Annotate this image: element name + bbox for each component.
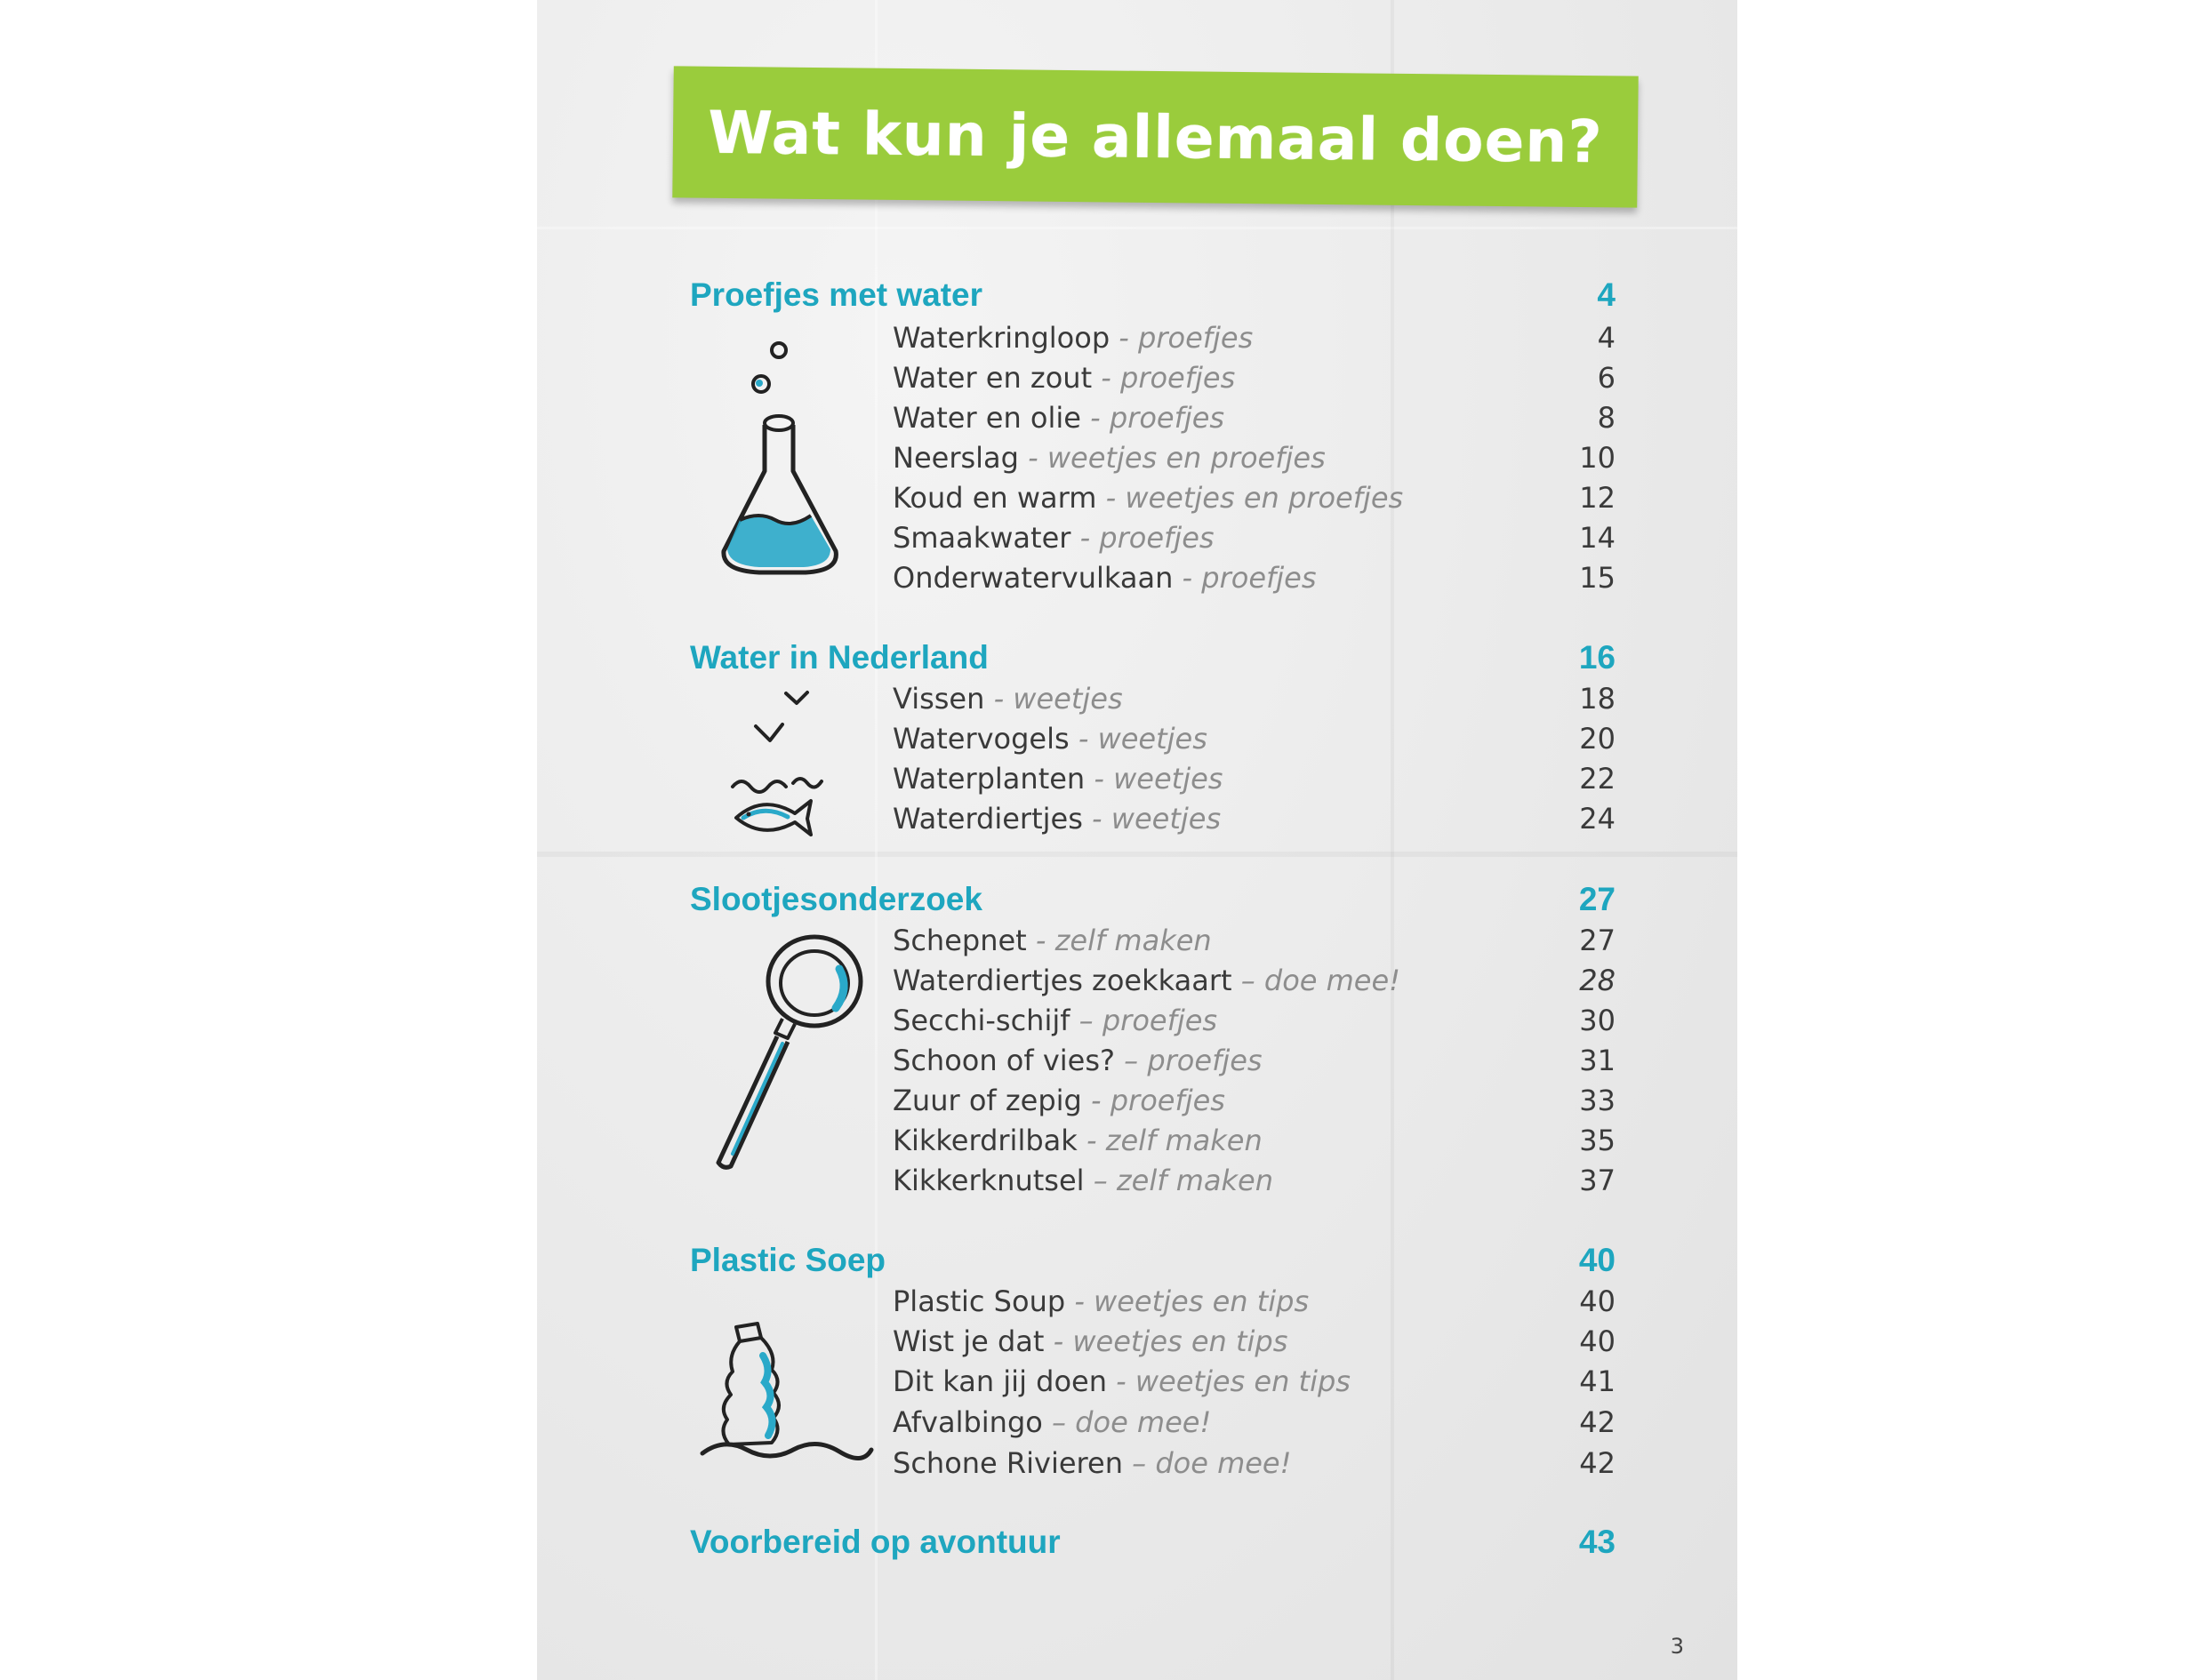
- toc-entry-page: 24: [1579, 802, 1616, 836]
- page-heading: Wat kun je allemaal doen?: [707, 98, 1604, 176]
- toc-entry: Waterdiertjes - weetjes: [893, 802, 1222, 836]
- flask-icon: [706, 338, 866, 587]
- net-icon: [706, 933, 884, 1173]
- toc-entry-page: 18: [1579, 682, 1616, 716]
- toc-entry: Koud en warm - weetjes en proefjes: [893, 481, 1404, 515]
- toc-entry: Waterdiertjes zoekkaart – doe mee!: [893, 964, 1400, 997]
- toc-entry-page: 6: [1597, 361, 1616, 395]
- toc-entry-page: 33: [1579, 1084, 1616, 1117]
- toc-entry: Zuur of zepig - proefjes: [893, 1084, 1225, 1117]
- toc-entry-page: 42: [1579, 1446, 1616, 1480]
- heading-banner: [672, 66, 1638, 207]
- toc-entry-page: 40: [1579, 1284, 1616, 1318]
- toc-entry-page: 31: [1579, 1044, 1616, 1077]
- toc-entry-page: 10: [1579, 441, 1616, 475]
- toc-entry: Kikkerknutsel – zelf maken: [893, 1164, 1273, 1197]
- toc-entry: Vissen - weetjes: [893, 682, 1123, 716]
- toc-entry: Afvalbingo – doe mee!: [893, 1405, 1212, 1439]
- section-title: Water in Nederland: [690, 639, 989, 676]
- page-number: 3: [1670, 1634, 1684, 1659]
- toc-entry: Water en olie - proefjes: [893, 401, 1225, 435]
- paper-crease: [875, 0, 878, 1680]
- section-title: Slootjesonderzoek: [690, 881, 982, 917]
- toc-entry-page: 40: [1579, 1324, 1616, 1358]
- toc-entry-page: 42: [1579, 1405, 1616, 1439]
- section-page-number: 40: [1578, 1242, 1616, 1278]
- toc-entry: Neerslag - weetjes en proefjes: [893, 441, 1326, 475]
- toc-entry: Watervogels - weetjes: [893, 722, 1207, 756]
- toc-entry: Waterkringloop - proefjes: [893, 321, 1254, 355]
- section-title: Voorbereid op avontuur: [690, 1524, 1061, 1560]
- section-page-number: 43: [1578, 1524, 1616, 1560]
- toc-entry: Water en zout - proefjes: [893, 361, 1236, 395]
- section-title: Proefjes met water: [690, 276, 983, 313]
- toc-entry-page: 41: [1579, 1364, 1616, 1398]
- toc-entry: Secchi-schijf – proefjes: [893, 1004, 1218, 1037]
- section-title: Plastic Soep: [690, 1242, 886, 1278]
- toc-entry-page: 35: [1579, 1124, 1616, 1157]
- toc-entry: Plastic Soup - weetjes en tips: [893, 1284, 1310, 1318]
- toc-entry: Onderwatervulkaan - proefjes: [893, 561, 1317, 595]
- toc-entry: Dit kan jij doen - weetjes en tips: [893, 1364, 1351, 1398]
- toc-entry-page: 15: [1579, 561, 1616, 595]
- toc-entry-page: 27: [1579, 924, 1616, 957]
- toc-entry: Schone Rivieren – doe mee!: [893, 1446, 1292, 1480]
- paper-crease: [537, 227, 1737, 229]
- toc-entry: Schepnet - zelf maken: [893, 924, 1212, 957]
- document-page: [537, 0, 1737, 1680]
- toc-entry: Schoon of vies? – proefjes: [893, 1044, 1263, 1077]
- toc-entry-page: 22: [1579, 762, 1616, 796]
- toc-entry: Kikkerdrilbak - zelf maken: [893, 1124, 1263, 1157]
- section-page-number: 16: [1578, 639, 1616, 676]
- paper-crease: [1391, 0, 1394, 1680]
- toc-entry-page: 4: [1597, 321, 1616, 355]
- toc-entry-page: 37: [1579, 1164, 1616, 1197]
- toc-entry-page: 28: [1579, 964, 1616, 997]
- toc-entry: Wist je dat - weetjes en tips: [893, 1324, 1288, 1358]
- paper-crease: [537, 852, 1737, 857]
- toc-entry-page: 8: [1597, 401, 1616, 435]
- plastic-bottle-icon: [697, 1320, 875, 1471]
- toc-entry-page: 14: [1579, 521, 1616, 555]
- toc-entry: Smaakwater - proefjes: [893, 521, 1215, 555]
- section-page-number: 27: [1578, 881, 1616, 917]
- toc-entry-page: 12: [1579, 481, 1616, 515]
- toc-entry-page: 30: [1579, 1004, 1616, 1037]
- section-page-number: 4: [1597, 276, 1616, 313]
- bird-fish-icon: [724, 689, 848, 840]
- toc-entry-page: 20: [1579, 722, 1616, 756]
- toc-entry: Waterplanten - weetjes: [893, 762, 1223, 796]
